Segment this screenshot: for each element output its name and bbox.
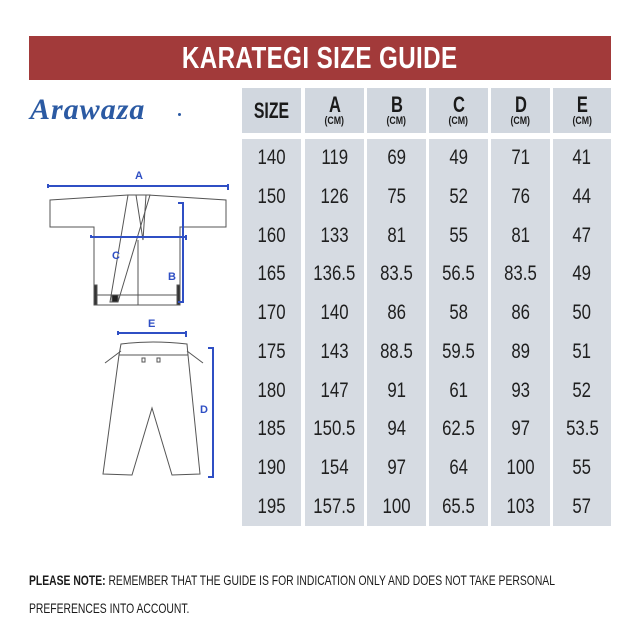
cell-value: 86 [387, 301, 406, 325]
header-b [367, 88, 426, 133]
table-cell [305, 487, 364, 526]
header-e [553, 88, 611, 133]
cell-value: 165 [257, 262, 286, 286]
cell-value: 195 [257, 494, 286, 518]
table-cell [491, 178, 550, 217]
header-letter: D [514, 91, 527, 117]
table-cell [367, 371, 426, 410]
table-cell [367, 333, 426, 372]
cell-value: 55 [449, 223, 468, 247]
table-cell [553, 449, 611, 488]
cell-value: 180 [257, 378, 286, 402]
cell-value: 76 [511, 185, 530, 209]
cell-value: 47 [572, 223, 592, 247]
table-cell [242, 178, 301, 217]
cell-value: 143 [320, 339, 349, 363]
header-letter: A [328, 91, 341, 117]
table-cell [491, 371, 550, 410]
please-note [29, 566, 619, 622]
table-cell [305, 294, 364, 333]
cell-value: 44 [572, 185, 592, 209]
header-letter: B [390, 91, 403, 117]
table-cell [305, 216, 364, 255]
table-cell [429, 487, 488, 526]
table-cell [429, 255, 488, 294]
cell-value: 91 [387, 378, 406, 402]
table-cell [553, 294, 611, 333]
cell-value: 58 [449, 301, 468, 325]
cell-value: 160 [257, 223, 286, 247]
pants-icon [103, 342, 203, 475]
table-cell [429, 139, 488, 178]
cell-value: 150 [257, 185, 286, 209]
cell-value: 103 [506, 494, 535, 518]
cell-value: 81 [387, 223, 406, 247]
cell-value: 136.5 [313, 262, 356, 286]
cell-value: 57 [572, 494, 592, 518]
column-a [305, 139, 364, 526]
table-cell [553, 410, 611, 449]
title-banner [29, 36, 611, 80]
table-cell [429, 216, 488, 255]
table-cell [553, 139, 611, 178]
page-title: KARATEGI SIZE GUIDE [182, 40, 458, 75]
table-cell [429, 371, 488, 410]
cell-value: 41 [572, 146, 592, 170]
label-a: A [135, 170, 143, 182]
table-cell [429, 410, 488, 449]
cell-value: 56.5 [442, 262, 475, 286]
cell-value: 49 [572, 262, 592, 286]
cell-value: 140 [320, 301, 349, 325]
cell-value: 59.5 [442, 339, 475, 363]
table-cell [491, 410, 550, 449]
table-cell [553, 255, 611, 294]
logo-text: Arawaza [30, 93, 146, 126]
table-cell [242, 255, 301, 294]
cell-value: 126 [320, 185, 349, 209]
table-cell [553, 333, 611, 372]
table-cell [367, 410, 426, 449]
table-cell [242, 294, 301, 333]
table-cell [429, 178, 488, 217]
cell-value: 52 [449, 185, 468, 209]
cell-value: 185 [257, 417, 286, 441]
table-cell [491, 487, 550, 526]
cell-value: 100 [382, 494, 411, 518]
cell-value: 89 [511, 339, 530, 363]
table-cell [429, 333, 488, 372]
cell-value: 170 [257, 301, 286, 325]
cell-value: 83.5 [380, 262, 413, 286]
cell-value: 94 [387, 417, 406, 441]
table-cell [305, 178, 364, 217]
cell-value: 97 [511, 417, 530, 441]
header-size [242, 88, 301, 133]
cell-value: 53.5 [565, 417, 599, 441]
table-cell [491, 255, 550, 294]
jacket-icon [50, 195, 226, 305]
header-unit: (CM) [572, 114, 592, 127]
cell-value: 49 [449, 146, 468, 170]
cell-value: 150.5 [313, 417, 356, 441]
header-unit: (CM) [324, 114, 345, 127]
table-cell [367, 294, 426, 333]
table-cell [367, 178, 426, 217]
table-cell [491, 333, 550, 372]
cell-value: 133 [320, 223, 349, 247]
cell-value: 50 [572, 301, 592, 325]
cell-value: 140 [257, 146, 286, 170]
header-unit: (CM) [386, 114, 407, 127]
table-cell [367, 449, 426, 488]
cell-value: 81 [511, 223, 530, 247]
label-b: B [168, 271, 176, 283]
table-cell [553, 371, 611, 410]
table-cell [491, 216, 550, 255]
column-d [491, 139, 550, 526]
cell-value: 93 [511, 378, 530, 402]
table-cell [491, 294, 550, 333]
cell-value: 190 [257, 455, 286, 479]
table-cell [305, 410, 364, 449]
cell-value: 75 [387, 185, 406, 209]
table-cell [242, 371, 301, 410]
column-e [553, 139, 611, 526]
table-cell [242, 487, 301, 526]
column-size [242, 139, 301, 526]
table-cell [242, 333, 301, 372]
table-cell [305, 371, 364, 410]
cell-value: 64 [449, 455, 468, 479]
header-c [429, 88, 488, 133]
label-e: E [148, 318, 156, 330]
table-cell [242, 216, 301, 255]
header-letter: E [576, 91, 588, 117]
table-cell [367, 255, 426, 294]
table-cell [367, 487, 426, 526]
cell-value: 61 [449, 378, 468, 402]
karategi-illustration [38, 155, 238, 495]
cell-value: 69 [387, 146, 406, 170]
header-letter: C [452, 91, 465, 117]
cell-value: 52 [572, 378, 592, 402]
table-cell [242, 410, 301, 449]
table-cell [367, 139, 426, 178]
cell-value: 62.5 [442, 417, 475, 441]
table-cell [367, 216, 426, 255]
cell-value: 154 [320, 455, 349, 479]
cell-value: 175 [257, 339, 286, 363]
cell-value: 147 [320, 378, 349, 402]
table-cell [491, 139, 550, 178]
table-cell [305, 333, 364, 372]
cell-value: 88.5 [380, 339, 413, 363]
cell-value: 100 [506, 455, 535, 479]
header-unit: (CM) [510, 114, 531, 127]
cell-value: 51 [572, 339, 592, 363]
table-cell [429, 294, 488, 333]
note-line-1 [29, 566, 555, 594]
cell-value: 71 [511, 146, 530, 170]
label-c: C [112, 250, 120, 262]
cell-value: 86 [511, 301, 530, 325]
column-b [367, 139, 426, 526]
table-cell [429, 449, 488, 488]
column-c [429, 139, 488, 526]
table-cell [553, 178, 611, 217]
table-cell [242, 139, 301, 178]
cell-value: 65.5 [442, 494, 475, 518]
header-a [305, 88, 364, 133]
header-size-label: SIZE [253, 97, 290, 123]
cell-value: 83.5 [504, 262, 537, 286]
table-cell [242, 449, 301, 488]
table-cell [491, 449, 550, 488]
note-text-1: REMEMBER THAT THE GUIDE IS FOR INDICATION ONLY AND DOES NOT TAKE PERSONAL [105, 572, 555, 588]
note-line-2: PREFERENCES INTO ACCOUNT. [29, 600, 190, 616]
logo-dot [178, 113, 181, 116]
table-cell [553, 487, 611, 526]
header-d [491, 88, 550, 133]
note-label: PLEASE NOTE: [29, 572, 106, 588]
cell-value: 97 [387, 455, 406, 479]
cell-value: 157.5 [313, 494, 356, 518]
cell-value: 119 [321, 146, 348, 170]
brand-logo [30, 93, 190, 133]
table-cell [305, 449, 364, 488]
header-unit: (CM) [448, 114, 469, 127]
table-cell [553, 216, 611, 255]
cell-value: 55 [572, 455, 592, 479]
label-d: D [200, 404, 208, 416]
table-cell [305, 139, 364, 178]
table-cell [305, 255, 364, 294]
